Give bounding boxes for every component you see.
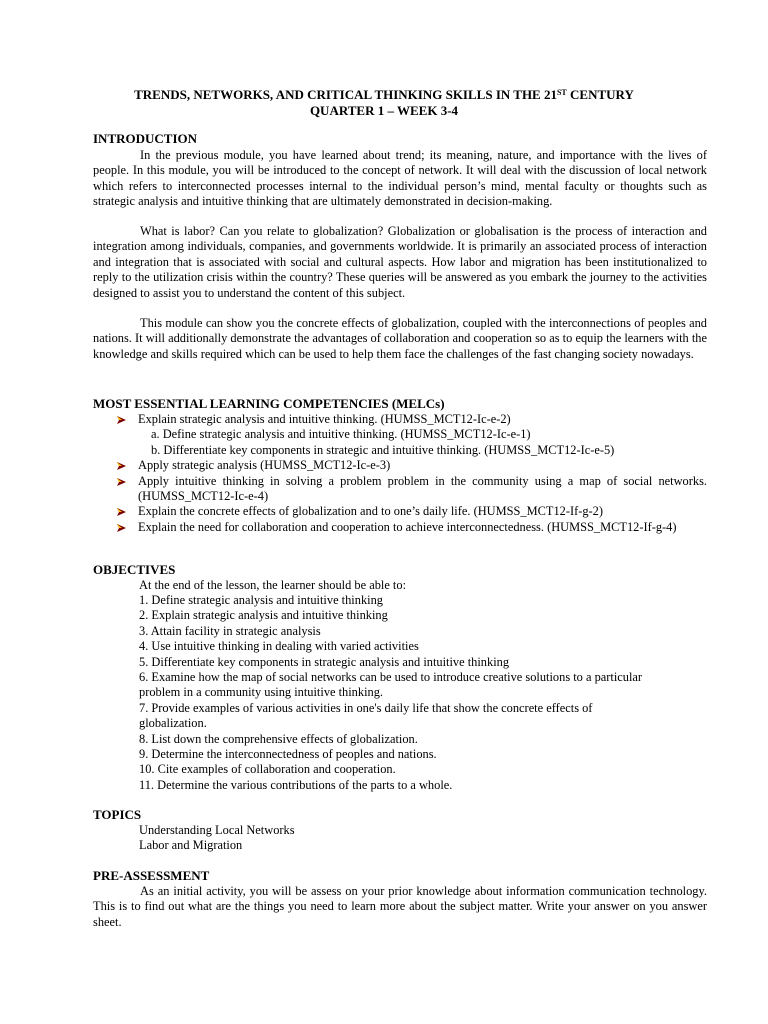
- melc-text: Apply strategic analysis (HUMSS_MCT12-Ic-e-3): [138, 458, 391, 473]
- objective-item: 6. Examine how the map of social networks can be used to introduce creative solutions to a particular problem in a community using intuitive thinking.: [139, 670, 643, 700]
- objectives-intro: At the end of the lesson, the learner should be able to:: [139, 578, 407, 592]
- topic-item: Labor and Migration: [139, 838, 243, 853]
- arrow-bullet-icon: [116, 523, 127, 533]
- topics-list: [139, 823, 295, 854]
- introduction-paragraph-2: What is labor? Can you relate to globalization? Globalization or globalisation is the process of interaction and integration among individuals, companies, and governments worldwide. It is primarily an associated process of interaction and integration that is associated with social and cultural aspects. How labor and migration has been institutionalized to reply to the utilization crisis within the country? These queries will be answered as you embark the journey to the activities designed to assist you to understand the content of this subject.: [93, 224, 707, 300]
- objective-item: 11. Determine the various contributions of the parts to a whole.: [139, 777, 453, 792]
- objective-item: 5. Differentiate key components in strategic analysis and intuitive thinking: [139, 654, 510, 669]
- melcs-heading: MOST ESSENTIAL LEARNING COMPETENCIES (MELCs): [93, 396, 445, 411]
- melc-item: [113, 504, 707, 519]
- document-title-line-1: [0, 87, 768, 102]
- objective-item: 8. List down the comprehensive effects of globalization.: [139, 731, 418, 746]
- introduction-paragraph-3: This module can show you the concrete effects of globalization, coupled with the interconnections of peoples and nations. It will additionally demonstrate the advantages of collaboration and cooperation so as to equip the learners with the knowledge and skills required which can be used to help them face the challenges of the fast changing society nowadays.: [93, 316, 707, 361]
- pre-assessment-heading: PRE-ASSESSMENT: [93, 868, 210, 883]
- arrow-bullet-icon: [116, 415, 127, 425]
- topics-heading: TOPICS: [93, 807, 142, 822]
- objectives-heading: OBJECTIVES: [93, 562, 176, 577]
- melc-item: [113, 412, 707, 458]
- melc-sub-item: b. Differentiate key components in strategic and intuitive thinking. (HUMSS_MCT12-Ic-e-5): [151, 442, 615, 457]
- objective-item: 4. Use intuitive thinking in dealing with varied activities: [139, 639, 419, 654]
- melc-text: Explain strategic analysis and intuitive thinking. (HUMSS_MCT12-Ic-e-2): [138, 412, 511, 426]
- introduction-heading: INTRODUCTION: [93, 131, 198, 146]
- arrow-bullet-icon: [116, 461, 127, 471]
- objective-item: 1. Define strategic analysis and intuitive thinking: [139, 593, 383, 607]
- melc-sub-list: [138, 427, 707, 458]
- title-superscript: ST: [556, 88, 567, 97]
- melc-text: Explain the need for collaboration and cooperation to achieve interconnectedness. (HUMSS_MCT12-If-g-4): [138, 519, 677, 534]
- objective-item: 3. Attain facility in strategic analysis: [139, 623, 321, 638]
- melcs-list: [113, 412, 707, 535]
- document-title-line-2: QUARTER 1 – WEEK 3-4: [309, 103, 459, 118]
- introduction-paragraph-1: In the previous module, you have learned about trend; its meaning, nature, and importance with the lives of people. In this module, you will be introduced to the concept of network. It will deal with the discussion of local network which refers to interconnected processes internal to the individual person’s mind, mental faculty or thoughts such as strategic analysis and intuitive thinking that are ultimately demonstrated in decision-making.: [93, 148, 707, 209]
- melc-text: Explain the concrete effects of globalization and to one’s daily life. (HUMSS_MCT12-If-g-2): [138, 504, 603, 519]
- melc-text: Apply intuitive thinking in solving a problem problem in the community using a map of social networks. (HUMSS_MCT12-Ic-e-4): [138, 473, 707, 504]
- title-suffix: CENTURY: [566, 87, 634, 102]
- melc-item: [113, 520, 707, 535]
- melc-item: [113, 474, 707, 505]
- melc-item: [113, 458, 707, 473]
- objective-item: 7. Provide examples of various activities in one's daily life that show the concrete effects of globalization.: [139, 700, 593, 731]
- arrow-bullet-icon: [116, 507, 127, 517]
- topic-item: Understanding Local Networks: [139, 823, 295, 837]
- title-text: TRENDS, NETWORKS, AND CRITICAL THINKING SKILLS IN THE 21: [134, 87, 557, 102]
- objective-item: 2. Explain strategic analysis and intuitive thinking: [139, 608, 388, 623]
- arrow-bullet-icon: [116, 477, 127, 487]
- pre-assessment-paragraph: As an initial activity, you will be assess on your prior knowledge about information communication technology. This is to find out what are the things you need to learn more about the subject matter. Write your answer on you answer sheet.: [93, 884, 707, 929]
- objective-item: 9. Determine the interconnectedness of peoples and nations.: [139, 747, 437, 762]
- objective-item: 10. Cite examples of collaboration and cooperation.: [139, 762, 396, 777]
- objectives-list: [139, 593, 659, 793]
- melc-sub-item: a. Define strategic analysis and intuitive thinking. (HUMSS_MCT12-Ic-e-1): [151, 427, 531, 442]
